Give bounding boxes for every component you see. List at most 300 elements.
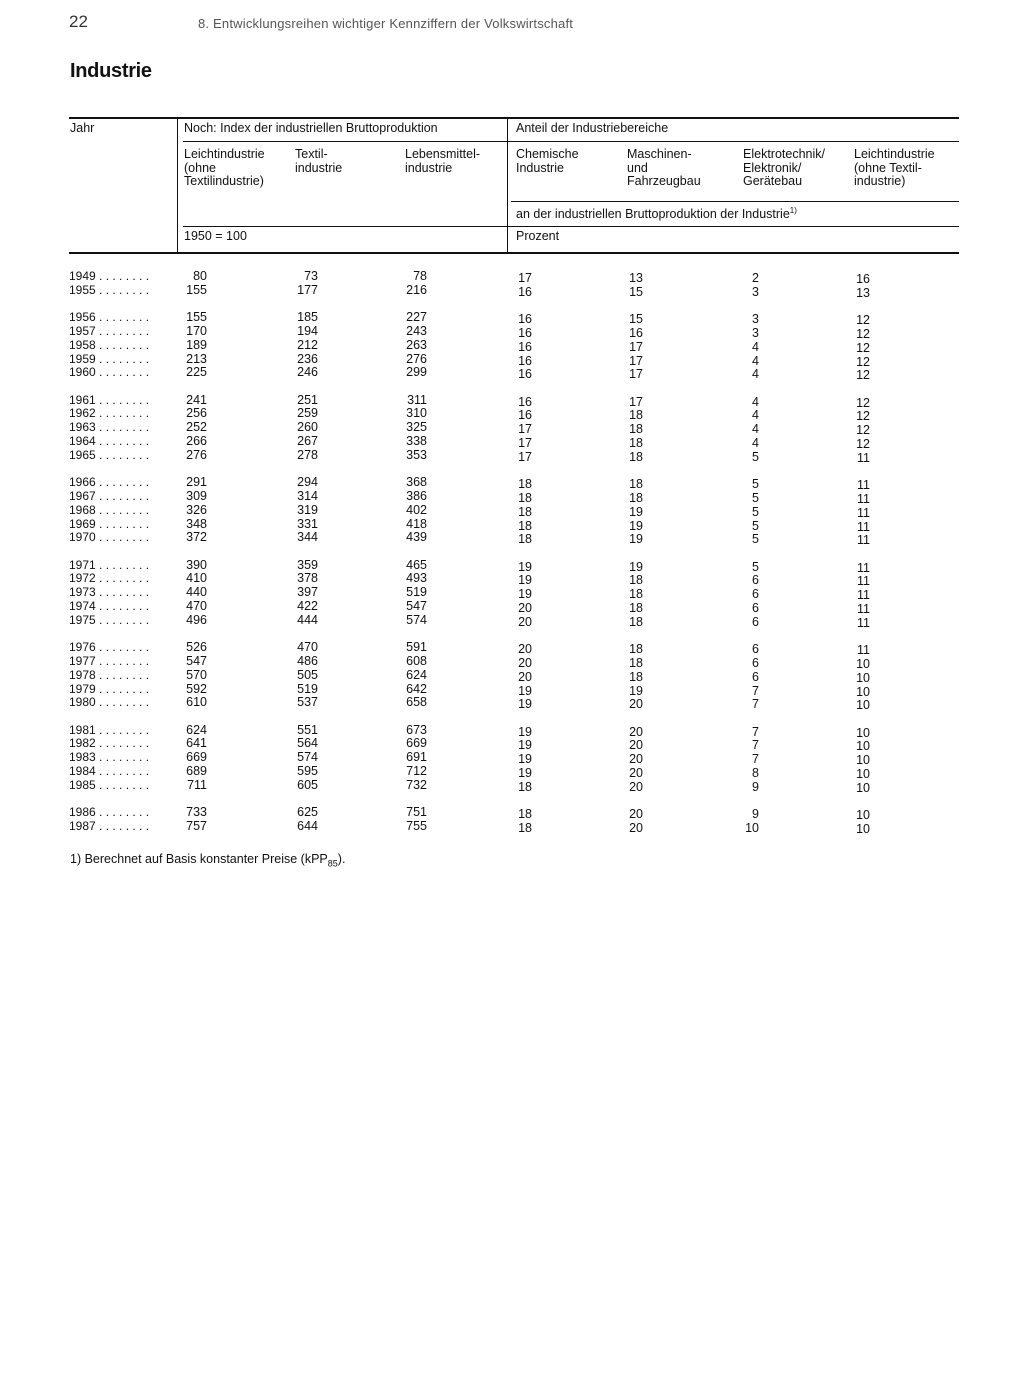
header-sub-rule xyxy=(511,201,959,202)
table-cell: 7 xyxy=(752,697,759,712)
table-cell: 20 xyxy=(629,820,643,835)
table-cell: 551 xyxy=(297,722,318,737)
table-cell: 5 xyxy=(752,518,759,533)
table-cell: 10 xyxy=(856,767,870,781)
table-cell: 3 xyxy=(752,325,759,340)
table-cell: 10 xyxy=(856,753,870,768)
table-cell: 7 xyxy=(752,683,759,698)
table-cell: 20 xyxy=(629,697,643,712)
table-cell: 17 xyxy=(629,367,643,382)
table-cell: 12 xyxy=(856,368,870,383)
table-cell: 18 xyxy=(629,669,643,684)
table-cell: 246 xyxy=(297,365,318,380)
table-cell: 12 xyxy=(856,354,870,369)
table-cell: 12 xyxy=(856,340,870,355)
table-cell: 16 xyxy=(518,284,532,299)
table-cell: 177 xyxy=(297,282,318,297)
table-cell: 574 xyxy=(406,612,427,627)
table-cell: 80 xyxy=(193,269,207,283)
row-year: 1970 . . . . . . . . xyxy=(69,530,150,545)
table-cell: 325 xyxy=(406,420,427,435)
table-cell: 276 xyxy=(186,447,207,462)
table-cell: 390 xyxy=(186,557,207,572)
table-cell: 11 xyxy=(857,478,870,493)
table-cell: 5 xyxy=(752,532,759,547)
header-col-maschinenbau: Maschinen- und Fahrzeugbau xyxy=(627,147,701,188)
table-cell: 16 xyxy=(518,408,532,423)
table-cell: 5 xyxy=(752,504,759,519)
table-cell: 20 xyxy=(518,655,532,670)
row-year: 1965 . . . . . . . . xyxy=(69,447,150,462)
group-divider xyxy=(507,118,508,253)
footnote-subscript: 85 xyxy=(327,858,338,869)
table-cell: 644 xyxy=(297,818,318,833)
table-cell: 11 xyxy=(857,560,870,575)
table-cell: 16 xyxy=(518,325,532,340)
table-cell: 19 xyxy=(629,559,643,574)
table-cell: 18 xyxy=(629,436,643,450)
table-cell: 505 xyxy=(297,667,318,682)
table-cell: 10 xyxy=(856,698,870,713)
table-cell: 259 xyxy=(297,406,318,421)
table-cell: 11 xyxy=(857,588,870,603)
table-cell: 11 xyxy=(857,450,870,465)
table-cell: 378 xyxy=(297,571,318,586)
table-cell: 11 xyxy=(857,491,870,506)
header-group-right: Anteil der Industriebereiche xyxy=(516,121,669,135)
table-cell: 711 xyxy=(187,777,207,792)
row-year: 1966 . . . . . . . . xyxy=(69,475,150,490)
table-cell: 10 xyxy=(856,670,870,685)
table-cell: 519 xyxy=(406,585,427,600)
table-cell: 19 xyxy=(518,724,532,739)
table-cell: 440 xyxy=(186,585,207,600)
row-year: 1973 . . . . . . . . xyxy=(69,585,150,600)
header-right-sub xyxy=(516,204,797,222)
table-cell: 20 xyxy=(629,752,643,767)
row-year: 1956 . . . . . . . . xyxy=(69,310,150,325)
table-cell: 547 xyxy=(186,653,207,668)
table-cell: 564 xyxy=(297,736,318,751)
table-cell: 16 xyxy=(518,367,532,382)
table-cell: 595 xyxy=(297,764,318,778)
table-cell: 4 xyxy=(752,422,759,437)
table-cell: 6 xyxy=(752,614,759,629)
table-cell: 291 xyxy=(186,475,207,490)
header-right-sub-text: an der industriellen Bruttoproduktion der Industrie xyxy=(516,207,790,222)
table-cell: 310 xyxy=(406,406,427,421)
table-cell: 294 xyxy=(297,475,318,490)
table-cell: 17 xyxy=(518,436,532,450)
table-cell: 19 xyxy=(518,766,532,780)
table-cell: 155 xyxy=(186,282,207,297)
table-cell: 13 xyxy=(856,285,870,300)
table-cell: 10 xyxy=(745,820,759,835)
table-cell: 422 xyxy=(297,599,318,613)
table-cell: 18 xyxy=(518,490,532,505)
table-cell: 170 xyxy=(186,323,207,338)
table-top-rule xyxy=(69,117,959,119)
table-cell: 6 xyxy=(752,601,759,615)
table-cell: 18 xyxy=(518,807,532,822)
row-year: 1960 . . . . . . . . xyxy=(69,365,150,380)
table-cell: 2 xyxy=(752,271,759,285)
row-year: 1969 . . . . . . . . xyxy=(69,516,150,531)
table-cell: 17 xyxy=(518,271,532,285)
row-year: 1963 . . . . . . . . xyxy=(69,420,150,435)
table-cell: 18 xyxy=(629,601,643,615)
table-cell: 236 xyxy=(297,351,318,366)
table-cell: 13 xyxy=(629,271,643,285)
table-cell: 20 xyxy=(629,766,643,780)
table-cell: 19 xyxy=(629,504,643,519)
table-cell: 11 xyxy=(857,533,870,548)
table-cell: 8 xyxy=(752,766,759,780)
table-cell: 348 xyxy=(186,516,207,531)
table-cell: 7 xyxy=(752,738,759,753)
table-cell: 10 xyxy=(856,739,870,754)
table-cell: 189 xyxy=(186,337,207,352)
table-cell: 19 xyxy=(518,683,532,698)
table-cell: 353 xyxy=(406,447,427,462)
row-year: 1977 . . . . . . . . xyxy=(69,653,150,668)
table-cell: 18 xyxy=(629,573,643,588)
table-cell: 256 xyxy=(186,406,207,421)
table-cell: 605 xyxy=(297,777,318,792)
footnote-text: 1) Berechnet auf Basis konstanter Preise (kPP xyxy=(70,852,328,866)
table-cell: 7 xyxy=(752,752,759,767)
table-cell: 608 xyxy=(406,653,427,668)
table-cell: 20 xyxy=(629,779,643,794)
row-year: 1984 . . . . . . . . xyxy=(69,764,150,778)
table-cell: 16 xyxy=(518,353,532,368)
table-cell: 18 xyxy=(629,655,643,670)
table-cell: 5 xyxy=(752,559,759,574)
table-cell: 732 xyxy=(406,777,427,792)
header-group-rule xyxy=(183,141,959,142)
table-cell: 397 xyxy=(297,585,318,600)
table-cell: 625 xyxy=(297,805,318,820)
table-cell: 11 xyxy=(857,643,870,658)
row-year: 1979 . . . . . . . . xyxy=(69,681,150,696)
table-cell: 20 xyxy=(518,642,532,657)
table-cell: 486 xyxy=(297,653,318,668)
table-cell: 11 xyxy=(857,602,870,616)
table-cell: 4 xyxy=(752,367,759,382)
table-cell: 11 xyxy=(857,574,870,589)
header-unit-index: 1950 = 100 xyxy=(184,229,247,243)
header-col-leichtindustrie: Leichtindustrie (ohne Textilindustrie) xyxy=(184,147,265,188)
table-cell: 73 xyxy=(304,269,318,283)
table-cell: 16 xyxy=(518,394,532,409)
row-year: 1976 . . . . . . . . xyxy=(69,640,150,655)
table-cell: 12 xyxy=(856,313,870,328)
table-cell: 11 xyxy=(857,519,870,534)
table-cell: 20 xyxy=(629,807,643,822)
table-cell: 19 xyxy=(518,573,532,588)
table-cell: 12 xyxy=(856,423,870,438)
table-cell: 17 xyxy=(629,339,643,354)
year-column-divider xyxy=(177,118,178,253)
table-cell: 19 xyxy=(629,683,643,698)
row-year: 1972 . . . . . . . . xyxy=(69,571,150,586)
table-cell: 641 xyxy=(186,736,207,751)
table-cell: 570 xyxy=(186,667,207,682)
table-cell: 12 xyxy=(856,395,870,410)
table-cell: 225 xyxy=(186,365,207,380)
table-cell: 18 xyxy=(518,779,532,794)
footnote xyxy=(70,852,345,869)
table-cell: 267 xyxy=(297,434,318,448)
table-cell: 4 xyxy=(752,353,759,368)
table-cell: 386 xyxy=(406,488,427,503)
table-cell: 368 xyxy=(406,475,427,490)
table-cell: 17 xyxy=(629,394,643,409)
table-cell: 185 xyxy=(297,310,318,325)
table-cell: 5 xyxy=(752,449,759,464)
header-col-textilindustrie: Textil- industrie xyxy=(295,147,343,175)
row-year: 1985 . . . . . . . . xyxy=(69,777,150,792)
table-cell: 276 xyxy=(406,351,427,366)
table-cell: 18 xyxy=(518,532,532,547)
table-cell: 311 xyxy=(407,392,427,407)
table-cell: 470 xyxy=(297,640,318,655)
table-cell: 669 xyxy=(186,750,207,765)
table-cell: 19 xyxy=(518,559,532,574)
header-col-chemische-industrie: Chemische Industrie xyxy=(516,147,579,175)
page-number: 22 xyxy=(69,12,88,31)
header-col-elektrotechnik: Elektrotechnik/ Elektronik/ Gerätebau xyxy=(743,147,825,188)
table-cell: 18 xyxy=(518,504,532,519)
table-cell: 359 xyxy=(297,557,318,572)
table-cell: 691 xyxy=(406,750,427,765)
table-cell: 470 xyxy=(186,599,207,613)
footnote-tail: ). xyxy=(337,852,346,866)
table-cell: 251 xyxy=(297,392,318,407)
header-unit-percent: Prozent xyxy=(516,229,560,243)
table-cell: 496 xyxy=(186,612,207,627)
table-cell: 331 xyxy=(297,516,318,531)
row-year: 1958 . . . . . . . . xyxy=(69,337,150,352)
table-cell: 757 xyxy=(186,818,207,833)
table-cell: 16 xyxy=(518,339,532,354)
table-cell: 309 xyxy=(186,488,207,503)
header-bottom-rule xyxy=(69,252,959,254)
table-cell: 10 xyxy=(856,808,870,823)
row-year: 1955 . . . . . . . . xyxy=(69,282,150,297)
header-unit-rule xyxy=(183,226,959,227)
table-cell: 241 xyxy=(186,392,207,407)
table-cell: 493 xyxy=(406,571,427,586)
table-cell: 19 xyxy=(518,697,532,712)
table-cell: 16 xyxy=(518,312,532,327)
table-cell: 314 xyxy=(297,488,318,503)
table-cell: 526 xyxy=(186,640,207,655)
row-year: 1987 . . . . . . . . xyxy=(69,818,150,833)
table-cell: 18 xyxy=(629,449,643,464)
table-cell: 673 xyxy=(406,722,427,737)
table-cell: 669 xyxy=(406,736,427,751)
table-cell: 19 xyxy=(629,532,643,547)
table-cell: 20 xyxy=(518,614,532,629)
table-cell: 212 xyxy=(297,337,318,352)
table-cell: 20 xyxy=(629,724,643,739)
table-cell: 18 xyxy=(629,408,643,423)
table-cell: 243 xyxy=(406,323,427,338)
table-cell: 266 xyxy=(186,434,207,448)
table-cell: 658 xyxy=(406,695,427,710)
row-year: 1949 . . . . . . . . xyxy=(69,269,150,283)
table-cell: 10 xyxy=(856,821,870,836)
table-cell: 18 xyxy=(629,490,643,505)
table-cell: 9 xyxy=(752,779,759,794)
table-cell: 18 xyxy=(629,614,643,629)
header-col-leichtindustrie-anteil: Leichtindustrie (ohne Textil- industrie) xyxy=(854,147,935,188)
table-cell: 624 xyxy=(186,722,207,737)
table-cell: 6 xyxy=(752,669,759,684)
row-year: 1978 . . . . . . . . xyxy=(69,667,150,682)
table-cell: 4 xyxy=(752,408,759,423)
table-cell: 410 xyxy=(186,571,207,586)
table-cell: 9 xyxy=(752,807,759,822)
table-cell: 6 xyxy=(752,655,759,670)
table-cell: 712 xyxy=(406,764,427,778)
table-cell: 17 xyxy=(518,449,532,464)
table-cell: 326 xyxy=(186,502,207,517)
table-cell: 213 xyxy=(186,351,207,366)
table-cell: 319 xyxy=(297,502,318,517)
running-head: 8. Entwicklungsreihen wichtiger Kennziffern der Volkswirtschaft xyxy=(198,16,574,31)
table-cell: 402 xyxy=(406,502,427,517)
table-cell: 263 xyxy=(406,337,427,352)
table-cell: 19 xyxy=(518,587,532,602)
row-year: 1959 . . . . . . . . xyxy=(69,351,150,366)
table-cell: 465 xyxy=(406,557,427,572)
row-year: 1980 . . . . . . . . xyxy=(69,695,150,710)
row-year: 1964 . . . . . . . . xyxy=(69,434,150,448)
table-cell: 444 xyxy=(297,612,318,627)
table-cell: 16 xyxy=(856,272,870,286)
table-cell: 260 xyxy=(297,420,318,435)
table-cell: 11 xyxy=(857,505,870,520)
header-col-lebensmittelindustrie: Lebensmittel- industrie xyxy=(405,147,481,175)
table-cell: 6 xyxy=(752,573,759,588)
table-cell: 299 xyxy=(406,365,427,380)
table-cell: 78 xyxy=(413,269,427,283)
table-cell: 20 xyxy=(518,601,532,615)
table-cell: 20 xyxy=(629,738,643,753)
table-cell: 155 xyxy=(186,310,207,325)
table-cell: 439 xyxy=(406,530,427,545)
table-cell: 18 xyxy=(518,518,532,533)
table-cell: 18 xyxy=(629,477,643,492)
table-cell: 194 xyxy=(297,323,318,338)
row-year: 1986 . . . . . . . . xyxy=(69,805,150,820)
table-cell: 10 xyxy=(856,684,870,699)
table-cell: 7 xyxy=(752,724,759,739)
header-group-left: Noch: Index der industriellen Bruttoproduktion xyxy=(184,121,438,135)
table-cell: 4 xyxy=(752,394,759,409)
table-cell: 624 xyxy=(406,667,427,682)
table-cell: 751 xyxy=(406,805,427,820)
table-cell: 12 xyxy=(856,409,870,424)
table-cell: 10 xyxy=(856,656,870,671)
table-cell: 372 xyxy=(186,530,207,545)
table-cell: 10 xyxy=(856,780,870,795)
table-cell: 19 xyxy=(629,518,643,533)
table-cell: 610 xyxy=(186,695,207,710)
row-year: 1957 . . . . . . . . xyxy=(69,323,150,338)
table-cell: 537 xyxy=(297,695,318,710)
table-cell: 5 xyxy=(752,477,759,492)
table-cell: 6 xyxy=(752,642,759,657)
row-year: 1968 . . . . . . . . xyxy=(69,502,150,517)
table-cell: 755 xyxy=(406,818,427,833)
row-year: 1981 . . . . . . . . xyxy=(69,722,150,737)
table-cell: 19 xyxy=(518,752,532,767)
table-cell: 591 xyxy=(406,640,427,655)
table-cell: 18 xyxy=(518,477,532,492)
table-cell: 338 xyxy=(406,434,427,448)
table-cell: 16 xyxy=(629,325,643,340)
table-cell: 11 xyxy=(857,615,870,630)
table-cell: 642 xyxy=(406,681,427,696)
table-cell: 4 xyxy=(752,339,759,354)
table-cell: 574 xyxy=(297,750,318,765)
table-cell: 18 xyxy=(629,422,643,437)
footnote-marker: 1) xyxy=(789,206,797,215)
table-cell: 592 xyxy=(186,681,207,696)
table-cell: 19 xyxy=(518,738,532,753)
header-year: Jahr xyxy=(70,121,95,135)
row-year: 1975 . . . . . . . . xyxy=(69,612,150,627)
row-year: 1962 . . . . . . . . xyxy=(69,406,150,421)
row-year: 1982 . . . . . . . . xyxy=(69,736,150,751)
table-cell: 547 xyxy=(406,599,427,613)
table-cell: 12 xyxy=(856,437,870,451)
table-cell: 18 xyxy=(518,820,532,835)
table-cell: 12 xyxy=(856,326,870,341)
table-cell: 5 xyxy=(752,490,759,505)
table-cell: 689 xyxy=(186,764,207,778)
table-cell: 278 xyxy=(297,447,318,462)
page-title: Industrie xyxy=(70,60,152,82)
table-cell: 18 xyxy=(629,587,643,602)
row-year: 1971 . . . . . . . . xyxy=(69,557,150,572)
table-cell: 227 xyxy=(406,310,427,325)
table-cell: 15 xyxy=(629,284,643,299)
table-cell: 344 xyxy=(297,530,318,545)
table-cell: 3 xyxy=(752,312,759,327)
table-cell: 20 xyxy=(518,669,532,684)
table-cell: 18 xyxy=(629,642,643,657)
table-cell: 10 xyxy=(856,725,870,740)
table-cell: 15 xyxy=(629,312,643,327)
table-cell: 733 xyxy=(186,805,207,820)
table-cell: 17 xyxy=(518,422,532,437)
table-cell: 4 xyxy=(752,436,759,450)
table-cell: 17 xyxy=(629,353,643,368)
table-cell: 252 xyxy=(186,420,207,435)
row-year: 1983 . . . . . . . . xyxy=(69,750,150,765)
table-cell: 519 xyxy=(297,681,318,696)
row-year: 1974 . . . . . . . . xyxy=(69,599,150,613)
row-year: 1961 . . . . . . . . xyxy=(69,392,150,407)
table-cell: 3 xyxy=(752,284,759,299)
table-cell: 216 xyxy=(406,282,427,297)
table-cell: 418 xyxy=(406,516,427,531)
row-year: 1967 . . . . . . . . xyxy=(69,488,150,503)
